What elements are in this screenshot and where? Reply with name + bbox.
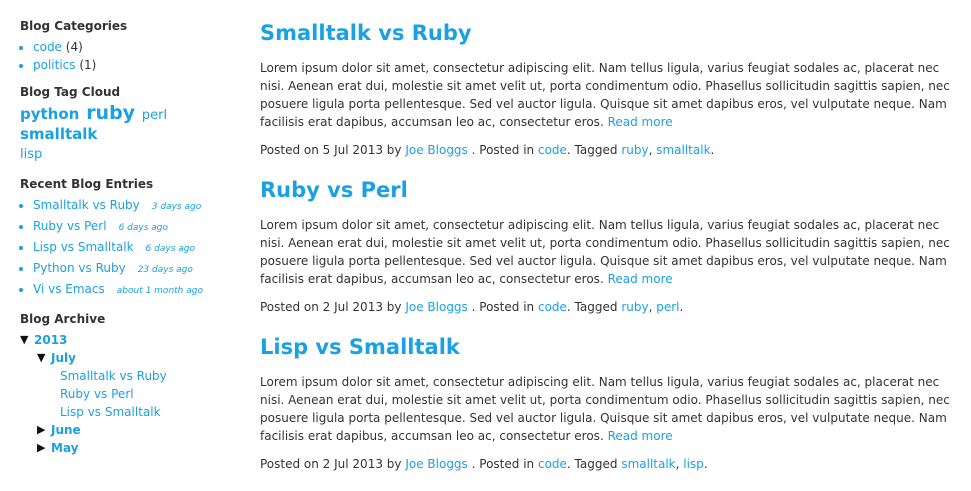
archive-post-link[interactable]: Ruby vs Perl [60, 387, 134, 401]
tagged-text: . Tagged [566, 457, 618, 471]
posted-on-text: Posted on 2 Jul 2013 by [260, 300, 402, 314]
post-tag-link[interactable]: ruby [621, 143, 649, 157]
read-more-link[interactable]: Read more [607, 272, 673, 286]
tag-cloud-heading: Blog Tag Cloud [20, 85, 121, 99]
tag-smalltalk[interactable]: smalltalk [20, 125, 98, 143]
archive-post-row [20, 385, 245, 403]
recent-entry-link[interactable]: Ruby vs Perl [33, 219, 107, 233]
tag-perl[interactable]: perl [141, 108, 168, 123]
archive-post-link[interactable]: Lisp vs Smalltalk [60, 405, 161, 419]
post-tag-link[interactable]: lisp [683, 457, 704, 471]
main-content [260, 20, 950, 491]
recent-entry-link[interactable]: Python vs Ruby [33, 261, 126, 275]
recent-entry-link[interactable]: Lisp vs Smalltalk [33, 240, 134, 254]
recent-entry-link[interactable]: Vi vs Emacs [33, 282, 105, 296]
recent-entries-heading: Recent Blog Entries [20, 177, 154, 191]
expanded-triangle-icon[interactable]: ▼ [37, 351, 46, 364]
post-excerpt-text: Lorem ipsum dolor sit amet, consectetur adipiscing elit. Nam tellus ligula, varius feugiat sodales ac, placerat nec nisi. Aenean erat dui, molestie sit amet velit ut, porta condimentum odio. Phasellus sollicitudin sagittis sapien, nec posuere ligula porta pellentesque. Sed vel auctor ligula. Quisque sit amet dapibus eros, vel vulputate neque. Nam facilisis erat dapibus, accumsan leo ac, consectetur eros. [260, 61, 950, 129]
archive-year-row[interactable] [20, 331, 245, 349]
recent-entry-age: about 1 month ago [116, 286, 203, 296]
archive-post-link[interactable]: Smalltalk vs Ruby [60, 369, 167, 383]
expanded-triangle-icon[interactable]: ▼ [20, 333, 29, 346]
categories-list [20, 38, 245, 74]
recent-entry-age: 6 days ago [118, 223, 169, 233]
post-category-link[interactable]: code [537, 143, 567, 157]
posted-on-text: Posted on 2 Jul 2013 by [260, 457, 402, 471]
recent-entry [33, 238, 245, 259]
collapsed-triangle-icon[interactable]: ▶ [37, 441, 46, 454]
archive-month-row[interactable] [20, 349, 245, 367]
author-link[interactable]: Joe Bloggs [405, 457, 468, 471]
blog-post [260, 20, 950, 159]
archive-block [20, 311, 245, 457]
category-count: (4) [65, 40, 83, 54]
category-item [33, 56, 245, 74]
category-item [33, 38, 245, 56]
archive-month-row[interactable] [20, 421, 245, 439]
post-meta: Posted on 2 Jul 2013 by Joe Bloggs . Posted in code. Tagged smalltalk, lisp. [260, 457, 708, 471]
archive-post-row [20, 403, 245, 421]
recent-entry-age: 6 days ago [145, 244, 195, 254]
tag-cloud [20, 104, 245, 164]
categories-heading: Blog Categories [20, 19, 128, 33]
archive-month-may[interactable]: May [51, 441, 79, 455]
post-tag-link[interactable]: ruby [621, 300, 649, 314]
categories-block [20, 18, 245, 74]
tag-ruby[interactable]: ruby [86, 102, 136, 124]
archive-year-link[interactable]: 2013 [34, 333, 68, 347]
tagged-text: . Tagged [566, 300, 618, 314]
recent-entries-list [20, 196, 245, 301]
post-tag-link[interactable]: perl [656, 300, 680, 314]
post-excerpt [260, 216, 950, 288]
tag-cloud-block [20, 84, 245, 164]
post-meta: Posted on 5 Jul 2013 by Joe Bloggs . Posted in code. Tagged ruby, smalltalk. [260, 143, 715, 157]
post-meta: Posted on 2 Jul 2013 by Joe Bloggs . Posted in code. Tagged ruby, perl. [260, 300, 684, 314]
recent-entry-age: 23 days ago [137, 265, 193, 275]
blog-post [260, 334, 950, 473]
recent-entry-age: 3 days ago [151, 202, 202, 212]
archive-month-june[interactable]: June [51, 423, 81, 437]
collapsed-triangle-icon[interactable]: ▶ [37, 423, 46, 436]
post-excerpt-text: Lorem ipsum dolor sit amet, consectetur adipiscing elit. Nam tellus ligula, varius feugiat sodales ac, placerat nec nisi. Aenean erat dui, molestie sit amet velit ut, porta condimentum odio. Phasellus sollicitudin sagittis sapien, nec posuere ligula porta pellentesque. Sed vel auctor ligula. Quisque sit amet dapibus eros, vel vulputate neque. Nam facilisis erat dapibus, accumsan leo ac, consectetur eros. [260, 218, 950, 286]
post-excerpt [260, 59, 950, 131]
recent-entry [33, 217, 245, 238]
post-category-link[interactable]: code [537, 300, 567, 314]
post-excerpt-text: Lorem ipsum dolor sit amet, consectetur adipiscing elit. Nam tellus ligula, varius feugiat sodales ac, placerat nec nisi. Aenean erat dui, molestie sit amet velit ut, porta condimentum odio. Phasellus sollicitudin sagittis sapien, nec posuere ligula porta pellentesque. Sed vel auctor ligula. Quisque sit amet dapibus eros, vel vulputate neque. Nam facilisis erat dapibus, accumsan leo ac, consectetur eros. [260, 375, 950, 443]
archive-post-row [20, 367, 245, 385]
posted-in-text: . Posted in [471, 300, 535, 314]
post-tag-link[interactable]: smalltalk [621, 457, 676, 471]
author-link[interactable]: Joe Bloggs [405, 143, 468, 157]
post-title-link[interactable]: Ruby vs Perl [260, 178, 408, 202]
blog-post [260, 177, 950, 316]
post-category-link[interactable]: code [537, 457, 567, 471]
post-title-link[interactable]: Lisp vs Smalltalk [260, 335, 460, 359]
recent-entry-link[interactable]: Smalltalk vs Ruby [33, 198, 140, 212]
archive-month-row[interactable] [20, 439, 245, 457]
read-more-link[interactable]: Read more [607, 115, 673, 129]
archive-month-july[interactable]: July [51, 351, 76, 365]
recent-entries-block [20, 176, 245, 301]
category-link-code[interactable]: code [33, 40, 62, 54]
recent-entry [33, 196, 245, 217]
recent-entry [33, 280, 245, 301]
post-tag-link[interactable]: smalltalk [656, 143, 711, 157]
sidebar [20, 18, 245, 467]
read-more-link[interactable]: Read more [607, 429, 673, 443]
archive-heading: Blog Archive [20, 312, 106, 326]
posted-in-text: . Posted in [471, 143, 535, 157]
tag-python[interactable]: python [20, 105, 80, 123]
author-link[interactable]: Joe Bloggs [405, 300, 468, 314]
post-title-link[interactable]: Smalltalk vs Ruby [260, 21, 472, 45]
category-count: (1) [79, 58, 97, 72]
recent-entry [33, 259, 245, 280]
post-excerpt [260, 373, 950, 445]
category-link-politics[interactable]: politics [33, 58, 76, 72]
tagged-text: . Tagged [566, 143, 618, 157]
archive-tree [20, 331, 245, 457]
posted-on-text: Posted on 5 Jul 2013 by [260, 143, 402, 157]
tag-lisp[interactable]: lisp [20, 147, 43, 162]
posted-in-text: . Posted in [471, 457, 535, 471]
